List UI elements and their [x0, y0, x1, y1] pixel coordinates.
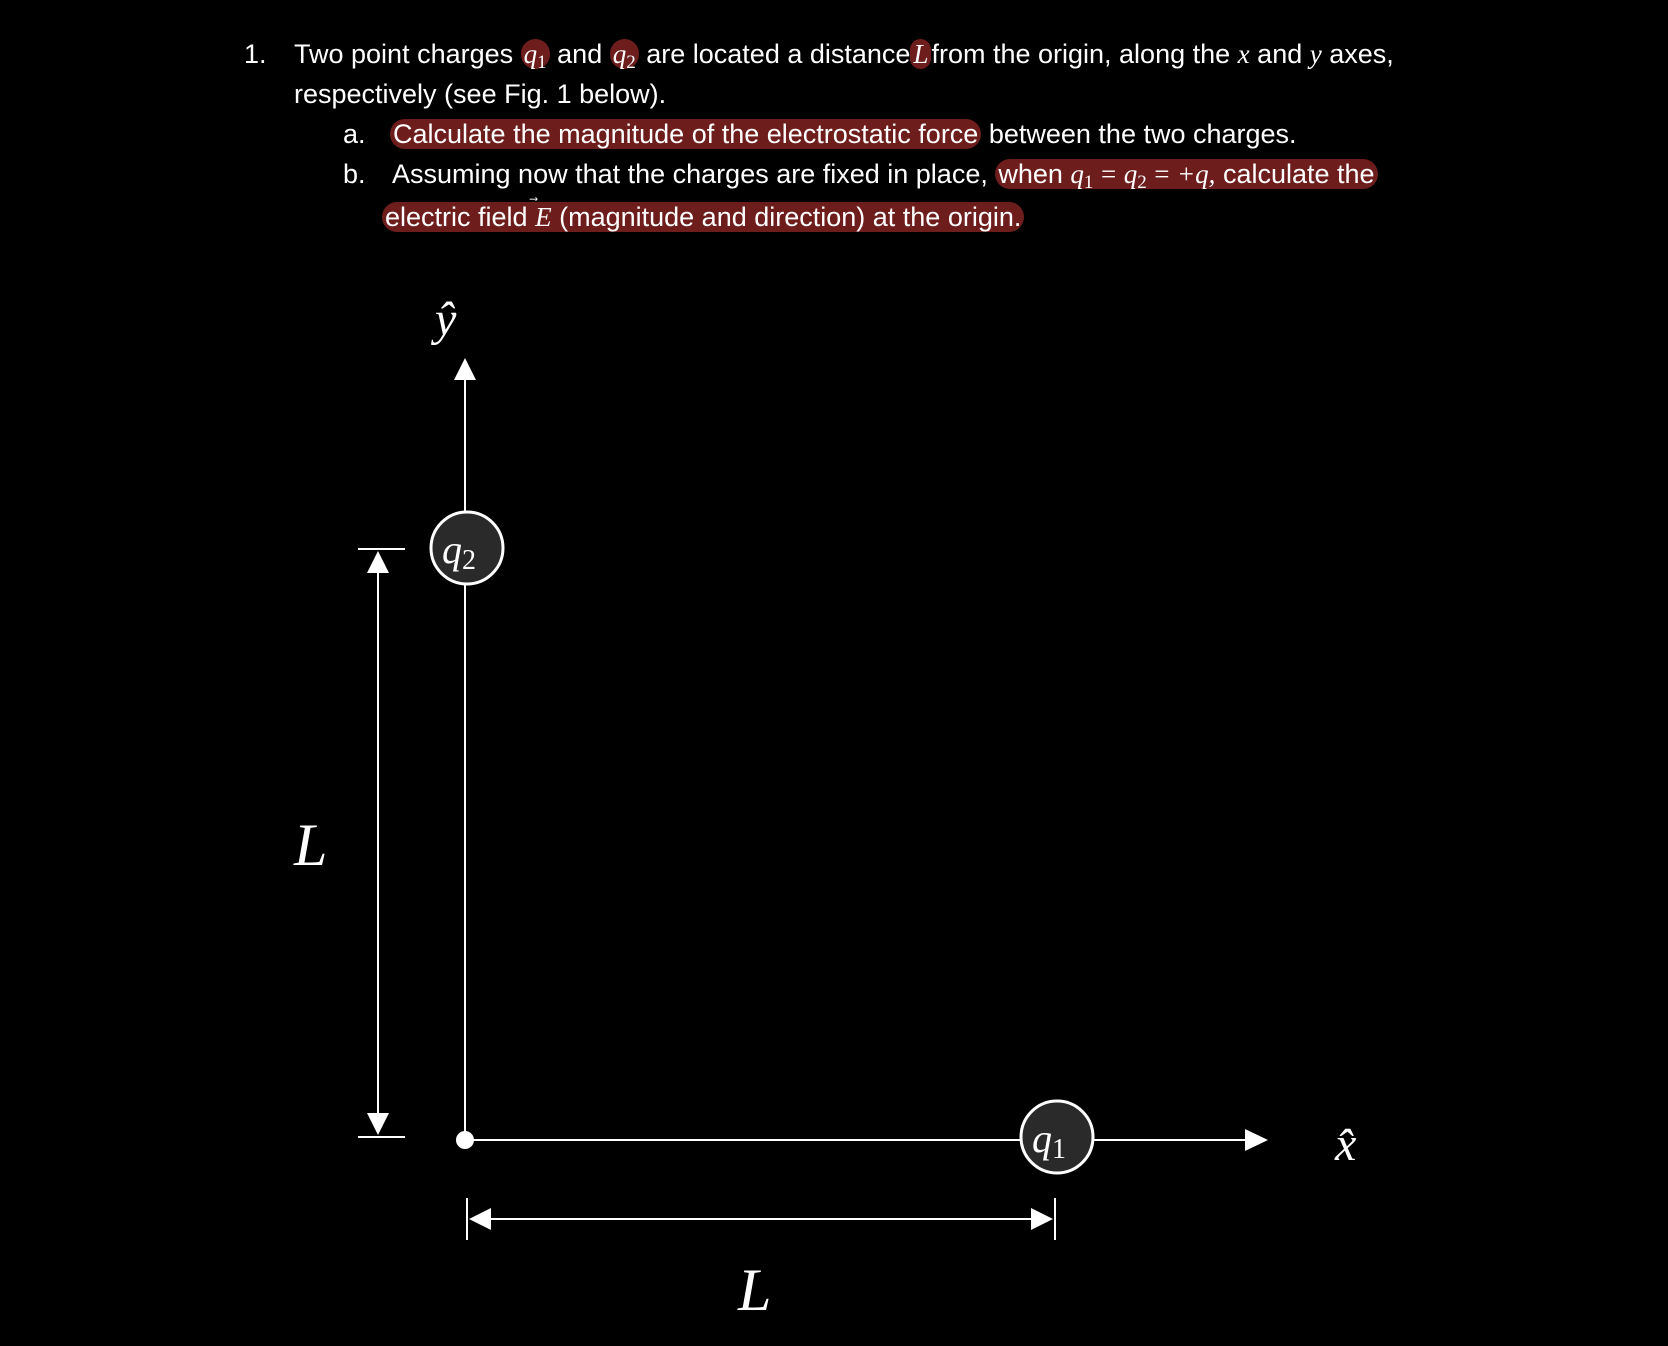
- part-b-highlight-2: electric field E (magnitude and direction) at the origin.: [382, 202, 1024, 232]
- y-symbol: y: [1309, 39, 1322, 69]
- svg-text:q1: q1: [1032, 1116, 1066, 1165]
- question-stem-line2: respectively (see Fig. 1 below).: [294, 79, 667, 109]
- charge-q1: [1021, 1101, 1093, 1173]
- E-vector-symbol: E: [535, 202, 552, 232]
- origin-point: [456, 1131, 474, 1149]
- stem-text-1: Two point charges: [294, 39, 514, 69]
- stem-text-3: from the origin, along the: [931, 39, 1231, 69]
- stem-text-4: axes,: [1329, 39, 1394, 69]
- y-hat-label: ŷ: [435, 293, 457, 346]
- L-symbol: L: [910, 39, 931, 69]
- stem-text-2: are located a distance: [646, 39, 911, 69]
- horizontal-L-label: L: [738, 1257, 772, 1323]
- y-axis-arrowhead: [454, 358, 476, 380]
- svg-text:q2: q2: [442, 527, 476, 576]
- q2-symbol: $q_2$: [610, 39, 639, 69]
- part-a-marker: a.: [343, 119, 366, 149]
- part-b-plain: Assuming now that the charges are fixed in place,: [392, 159, 988, 189]
- charge-q2: [431, 512, 503, 584]
- and-text: and: [557, 39, 603, 69]
- q1-symbol: $q_1$: [521, 39, 550, 69]
- x-axis-arrowhead: [1245, 1129, 1268, 1151]
- part-b-highlight-1: when $q_1 = q_2 = +q$, calculate the: [995, 159, 1377, 189]
- part-a-highlight: Calculate the magnitude of the electrostatic force: [390, 119, 981, 149]
- question-number: 1.: [244, 39, 267, 69]
- x-symbol: x: [1237, 39, 1250, 69]
- and-text-2: and: [1257, 39, 1303, 69]
- vertical-dimension: [358, 549, 405, 1137]
- part-a-rest: between the two charges.: [988, 119, 1297, 149]
- x-hat-label: x̂: [1335, 1118, 1357, 1171]
- horizontal-dimension: [467, 1198, 1055, 1240]
- part-b-marker: b.: [343, 159, 366, 189]
- vertical-L-label: L: [294, 812, 328, 878]
